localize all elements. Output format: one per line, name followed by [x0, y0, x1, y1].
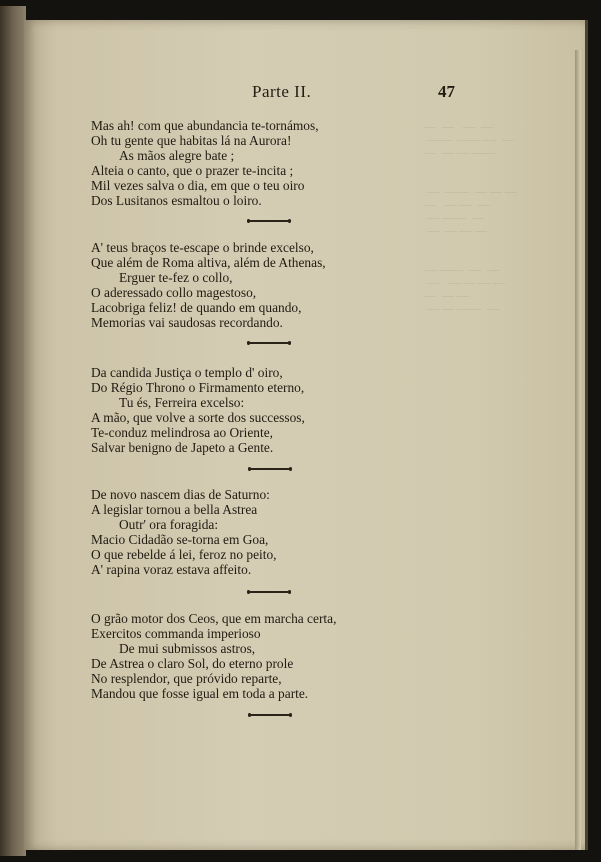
show-through-text: — — — — —— —— — — — — — —— — —— — — — — — — — — —— — — — — — — —— — — — — — — — — — — — — —— —: [424, 119, 517, 315]
verse-line: Memorias vai saudosas recordando.: [91, 315, 283, 330]
book-page: [24, 20, 588, 850]
verse-line: O que rebelde á lei, feroz no peito,: [91, 547, 277, 562]
verse-line: Salvar benigno de Japeto a Gente.: [91, 440, 274, 455]
verse-line: Da candida Justiça o templo d' oiro,: [91, 365, 283, 380]
verse-line: De mui submissos astros,: [119, 641, 256, 656]
page-number: 47: [438, 82, 455, 101]
verse-line: Que além de Roma altiva, além de Athenas,: [91, 255, 326, 270]
running-title: Parte II.: [252, 82, 312, 101]
verse-line: Lacobriga feliz! de quando em quando,: [91, 300, 302, 315]
verse-line: Mandou que fosse igual em toda a parte.: [91, 686, 309, 701]
verse-line: De Astrea o claro Sol, do eterno prole: [91, 656, 294, 671]
stanza-2: [91, 240, 391, 330]
verse-line: Do Régio Throno o Firmamento eterno,: [91, 380, 305, 395]
verse-line: Mas ah! com que abundancia te-tornámos,: [91, 118, 319, 133]
verse-line: O aderessado collo magestoso,: [91, 285, 257, 300]
verse-line: A' rapina voraz estava affeito.: [91, 562, 252, 577]
stanza-4: [91, 487, 391, 577]
previous-page-edge: [0, 6, 26, 856]
verse-line: Alteia o canto, que o prazer te-incita ;: [91, 163, 294, 178]
page-fore-edge: [575, 50, 581, 850]
stanza-5: [91, 611, 391, 701]
verse-line: Oh tu gente que habitas lá na Aurora!: [91, 133, 292, 148]
verse-line: No resplendor, que próvido reparte,: [91, 671, 282, 686]
stanza-divider: [250, 468, 290, 470]
verse-line: As mãos alegre bate ;: [119, 148, 235, 163]
stanza-divider: [249, 220, 289, 222]
stanza-divider: [249, 591, 289, 593]
verse-line: Tu és, Ferreira excelso:: [119, 395, 245, 410]
verse-line: Te-conduz melindrosa ao Oriente,: [91, 425, 273, 440]
stanza-1: [91, 118, 391, 208]
verse-line: Macio Cidadão se-torna em Goa,: [91, 532, 269, 547]
verse-line: A mão, que volve a sorte dos successos,: [91, 410, 305, 425]
verse-line: De novo nascem dias de Saturno:: [91, 487, 270, 502]
stanza-divider: [250, 714, 290, 716]
stanza-3: [91, 365, 391, 455]
verse-line: A legislar tornou a bella Astrea: [91, 502, 258, 517]
verse-line: Dos Lusitanos esmaltou o loiro.: [91, 193, 262, 208]
verse-line: Exercitos commanda imperioso: [91, 626, 261, 641]
verse-line: O grão motor dos Ceos, que em marcha certa,: [91, 611, 337, 626]
verse-line: Mil vezes salva o dia, em que o teu oiro: [91, 178, 305, 193]
verse-line: A' teus braços te-escape o brinde excelso,: [91, 240, 314, 255]
verse-line: Erguer te-fez o collo,: [119, 270, 233, 285]
stanza-divider: [249, 342, 289, 344]
verse-line: Outr' ora foragida:: [119, 517, 219, 532]
